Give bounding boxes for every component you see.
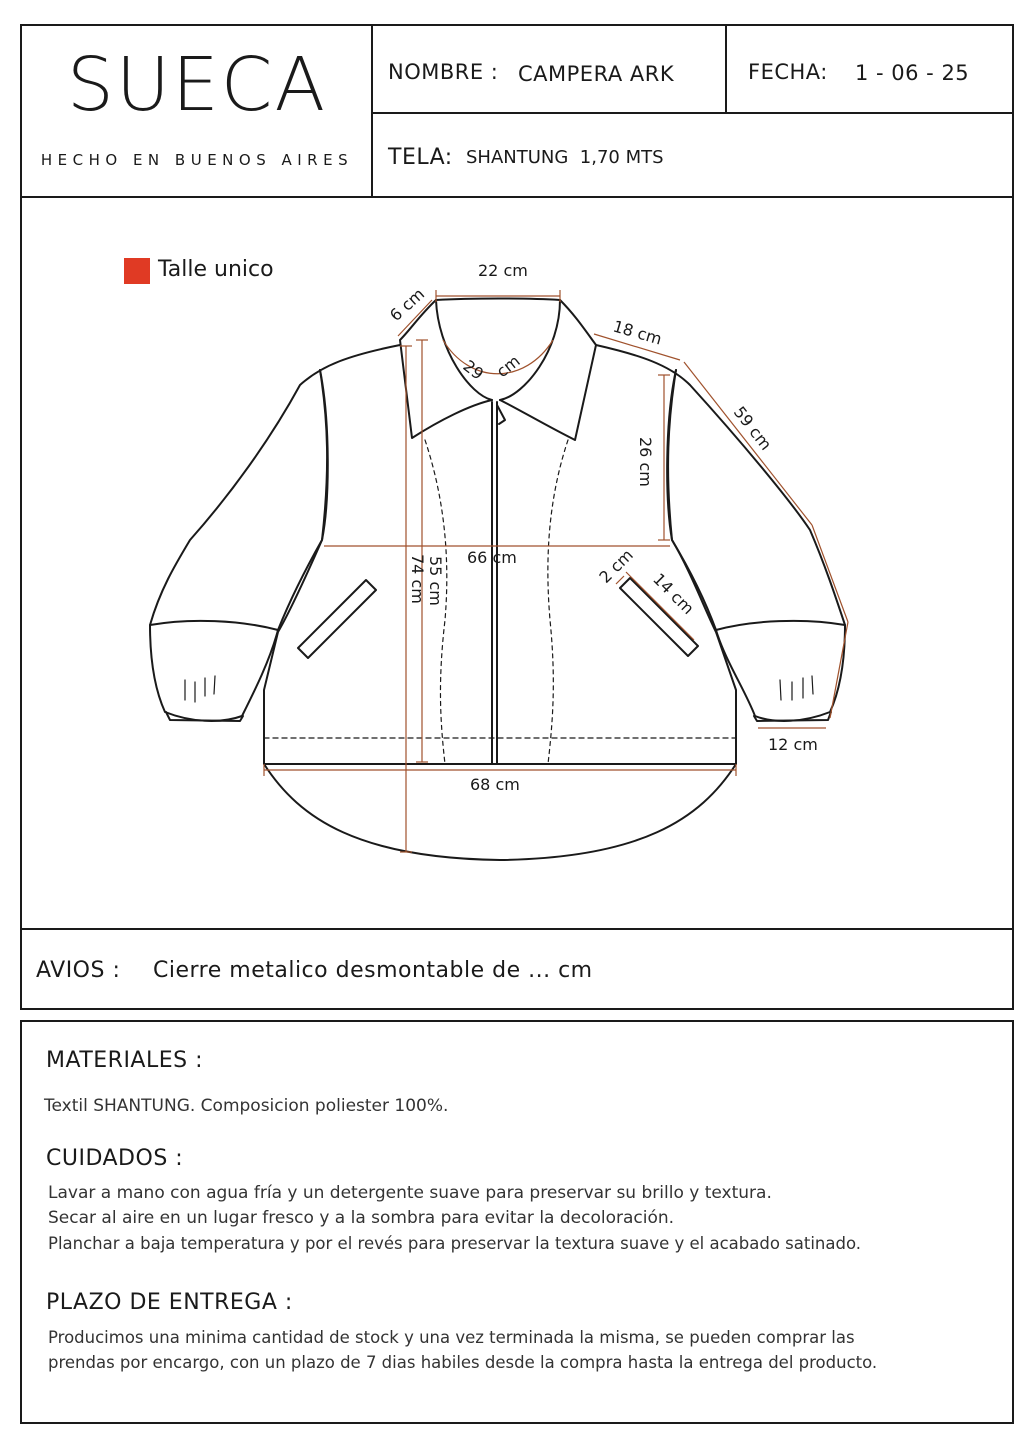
- fabric-label: TELA:: [388, 145, 453, 170]
- measure-sleeve: 59 cm: [729, 402, 776, 454]
- measure-shoulder: 18 cm: [610, 316, 665, 349]
- measure-chest: 66 cm: [467, 548, 517, 567]
- name-value: CAMPERA ARK: [518, 62, 675, 86]
- measure-total-length: 74 cm: [408, 554, 427, 604]
- measure-front-length: 55 cm: [426, 556, 445, 606]
- collar-back: [436, 299, 560, 301]
- left-pocket: [298, 580, 376, 658]
- avios-label: AVIOS :: [36, 958, 121, 983]
- delivery-title: PLAZO DE ENTREGA :: [46, 1290, 293, 1315]
- measure-hem: 68 cm: [470, 775, 520, 794]
- measurement-lines: [264, 290, 848, 852]
- measure-pocket-width: 2 cm: [595, 545, 637, 587]
- measure-collar-height: 6 cm: [385, 284, 429, 325]
- jacket-body: [264, 370, 736, 764]
- left-sleeve: [150, 345, 400, 630]
- fabric-value: SHANTUNG 1,70 MTS: [466, 147, 664, 168]
- measure-neck-curve: 29: [459, 356, 488, 384]
- measure-armhole: 26 cm: [636, 437, 655, 487]
- name-label: NOMBRE :: [388, 60, 499, 84]
- care-line-1: Lavar a mano con agua fría y un detergente suave para preservar su brillo y textura.: [48, 1183, 772, 1203]
- materials-text: Textil SHANTUNG. Composicion poliester 100%.: [44, 1096, 449, 1116]
- size-legend-label: Talle unico: [158, 257, 274, 282]
- care-title: CUIDADOS :: [46, 1146, 184, 1171]
- brand-tagline: HECHO EN BUENOS AIRES: [40, 151, 354, 169]
- care-line-3: Planchar a baja temperatura y por el revés para preservar la textura suave y el acabado satinado.: [48, 1234, 862, 1253]
- left-cuff: [150, 625, 278, 721]
- date-label: FECHA:: [748, 60, 828, 84]
- delivery-line-1: Producimos una minima cantidad de stock y una vez terminada la misma, se pueden comprar las: [48, 1328, 855, 1347]
- measure-collar-width: 22 cm: [478, 261, 528, 280]
- measure-cuff: 12 cm: [768, 735, 818, 754]
- date-value: 1 - 06 - 25: [855, 61, 970, 85]
- delivery-line-2: prendas por encargo, con un plazo de 7 dias habiles desde la compra hasta la entrega del producto.: [48, 1353, 878, 1372]
- brand-logo: SUECA: [66, 42, 328, 128]
- measure-neck-curve-unit: cm: [492, 351, 524, 382]
- right-sleeve: [596, 345, 845, 630]
- avios-value: Cierre metalico desmontable de ... cm: [153, 958, 593, 983]
- materials-title: MATERIALES :: [46, 1048, 204, 1073]
- measure-pocket-length: 14 cm: [649, 569, 698, 619]
- care-line-2: Secar al aire en un lugar fresco y a la sombra para evitar la decoloración.: [48, 1208, 675, 1228]
